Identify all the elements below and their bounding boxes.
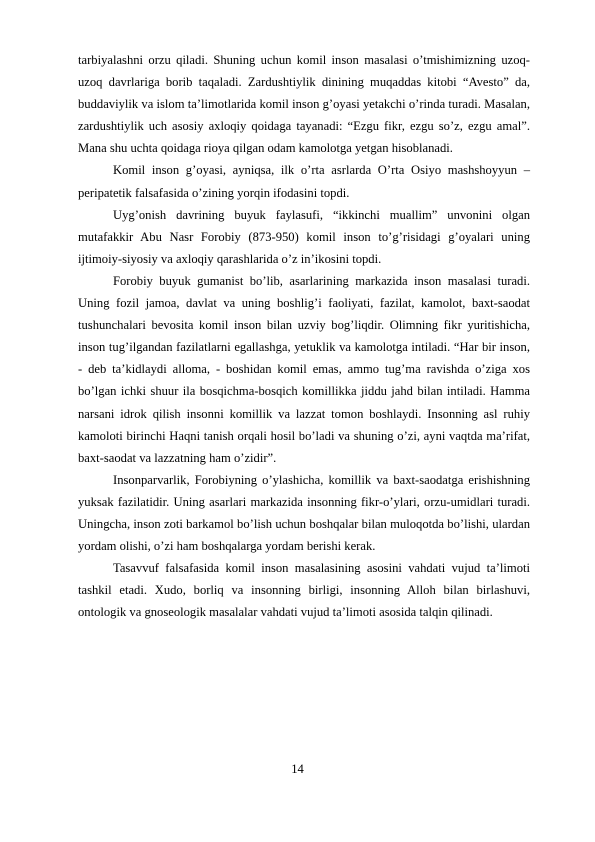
paragraph-forobiy-intro: Uyg’onish davrining buyuk faylasufi, “ikkinchi muallim” unvonini olgan mutafakkir Abu Nasr Forobiy (873-950) komil inson to’g’risidagi g’oyalari uning ijtimoiy-siyosiy va axloqiy qarashlarida o’z in’ikosini topdi. xyxy=(78,207,530,266)
page-number: 14 xyxy=(291,762,304,776)
paragraph-forobiy-gumanist: Forobiy buyuk gumanist bo’lib, asarlarining markazida inson masalasi turadi. Uning fozil jamoa, davlat va uning boshlig’i faoliyati, fazilat, kamolot, baxt-saodat tushunchalari bevosita komil inson bilan uzviy bog’liqdir. Olimning fikr yuritishicha, inson tug’ilgandan fazilatlarni egallashga, yetuklik va kamolotga intiladi. “Har bir inson, - deb ta’kidlaydi alloma, - boshidan komil emas, ammo tug’ma ravishda o’ziga xos bo’lgan ichki shuur ila bosqichma-bosqich komillikka jiddu jahd bilan intiladi. Hamma narsani idrok qilish insonni komillik va lazzat tomon boshlaydi. Insonning asl ruhiy kamoloti birinchi Haqni tanish orqali hosil bo’ladi va shuning o’zi, ayni vaqtda ma’rifat, baxt-saodat va lazzatning ham o’zidir”. xyxy=(78,273,530,465)
paragraph-tasavvuf: Tasavvuf falsafasida komil inson masalasining asosini vahdati vujud ta’limoti tashkil etadi. Xudo, borliq va insonning birligi, insonning Alloh bilan birlashuvi, ontologik va gnoseologik masalalar vahdati vujud ta’limoti asosida talqin qilinadi. xyxy=(78,561,530,620)
paragraph-komil-inson-goyasi: Komil inson g’oyasi, ayniqsa, ilk o’rta asrlarda O’rta Osiyo mashshoyyun – peripatetik falsafasida o’zining yorqin ifodasini topdi. xyxy=(78,163,530,200)
paragraph-continuation: tarbiyalashni orzu qiladi. Shuning uchun komil inson masalasi o’tmishimizning uzoq-uzoq davrlariga borib taqaladi. Zardushtiylik dinining muqaddas kitobi “Avesto” da, buddaviylik va islom ta’limotlarida komil inson g’oyasi yetakchi o’rinda turadi. Masalan, zardushtiylik uch asosiy axloqiy qoidaga tayanadi: “Ezgu fikr, ezgu so’z, ezgu amal”. Mana shu uchta qoidaga rioya qilgan odam kamolotga yetgan hisoblanadi. xyxy=(78,53,530,156)
paragraph-insonparvarlik: Insonparvarlik, Forobiyning o’ylashicha, komillik va baxt-saodatga erishishning yuksak fazilatidir. Uning asarlari markazida insonning fikr-o’ylari, orzu-umidlari turadi. Uningcha, inson zoti barkamol bo’lish uchun boshqalar bilan muloqotda bo’lishi, ulardan yordam olishi, o’zi ham boshqalarga yordam berishi kerak. xyxy=(78,472,530,554)
page-body xyxy=(78,49,530,623)
